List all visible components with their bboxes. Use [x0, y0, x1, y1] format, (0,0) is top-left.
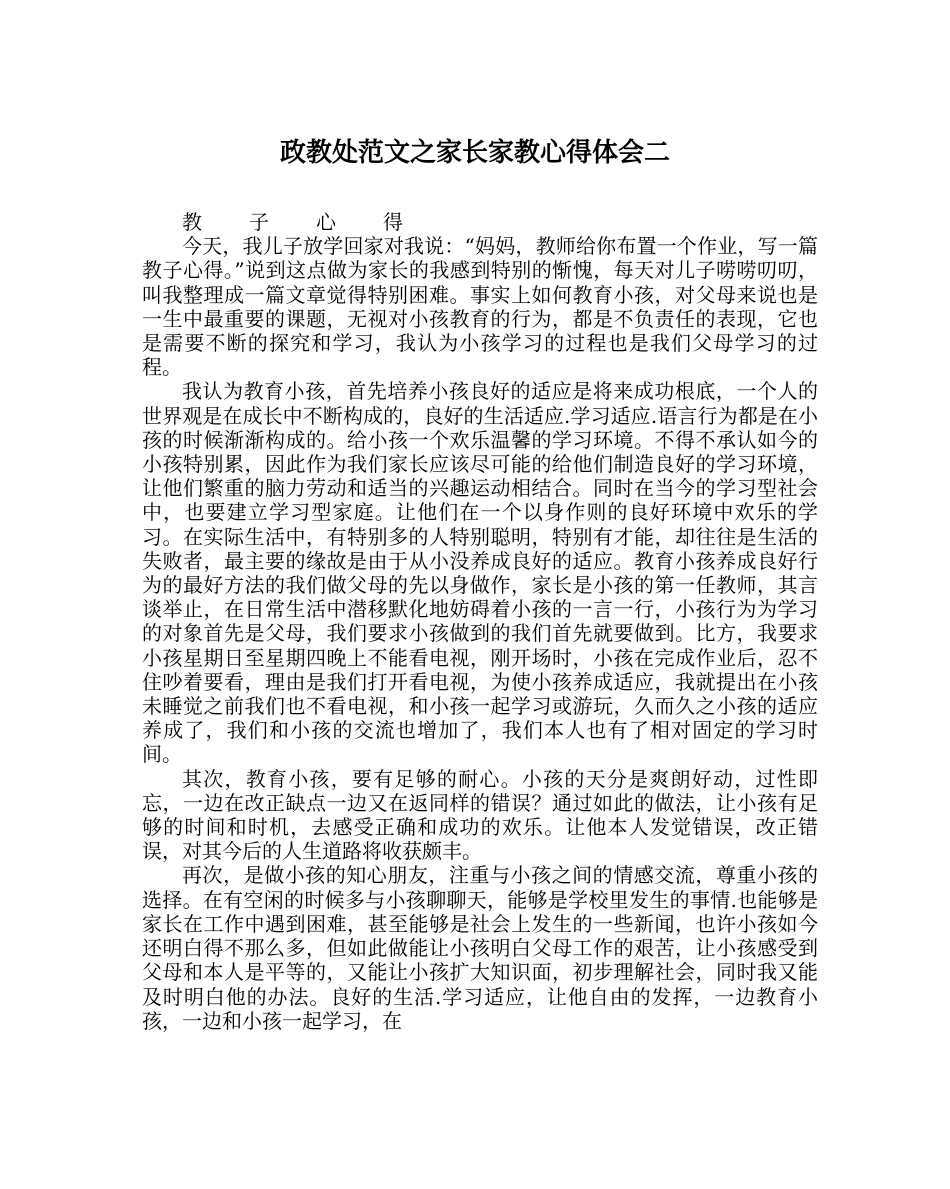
subheading-char: 得 — [383, 210, 403, 234]
paragraph: 其次，教育小孩，要有足够的耐心。小孩的天分是爽朗好动，过性即忘，一边在改正缺点一边又在返同样的错误？通过如此的做法，让小孩有足够的时间和时机，去感受正确和成功的欢乐。让他本人发觉错误，改正错误，对其今后的人生道路将收获颇丰。 — [142, 766, 818, 864]
subheading-char: 教 — [182, 210, 202, 234]
paragraph: 我认为教育小孩，首先培养小孩良好的适应是将来成功根底，一个人的世界观是在成长中不断构成的，良好的生活适应.学习适应.语言行为都是在小孩的时候渐渐构成的。给小孩一个欢乐温馨的学习环境。不得不承认如今的小孩特别累，因此作为我们家长应该尽可能的给他们制造良好的学习环境，让他们繁重的脑力劳动和适当的兴趣运动相结合。同时在当今的学习型社会中，也要建立学习型家庭。让他们在一个以身作则的良好环境中欢乐的学习。在实际生活中，有特别多的人特别聪明，特别有才能，却往往是生活的失败者，最主要的缘故是由于从小没养成良好的适应。教育小孩养成良好行为的最好方法的我们做父母的先以身做作，家长是小孩的第一任教师，其言谈举止，在日常生活中潜移默化地妨碍着小孩的一言一行，小孩行为为学习的对象首先是父母，我们要求小孩做到的我们首先就要做到。比方，我要求小孩星期日至星期四晚上不能看电视，刚开场时，小孩在完成作业后，忍不住吵着要看，理由是我们打开看电视，为使小孩养成适应，我就提出在小孩未睡觉之前我们也不看电视，和小孩一起学习或游玩，久而久之小孩的适应养成了，我们和小孩的交流也增加了，我们本人也有了相对固定的学习时间。 — [142, 379, 818, 767]
document-body — [142, 210, 818, 1033]
subheading — [142, 210, 818, 234]
paragraph: 再次，是做小孩的知心朋友，注重与小孩之间的情感交流，尊重小孩的选择。在有空闲的时候多与小孩聊聊天，能够是学校里发生的事情.也能够是家长在工作中遇到困难，甚至能够是社会上发生的一些新闻，也许小孩如今还明白得不那么多，但如此做能让小孩明白父母工作的艰苦，让小孩感受到父母和本人是平等的，又能让小孩扩大知识面，初步理解社会，同时我又能及时明白他的办法。良好的生活.学习适应，让他自由的发挥，一边教育小孩，一边和小孩一起学习，在 — [142, 863, 818, 1033]
subheading-char: 子 — [249, 210, 269, 234]
paragraph: 今天，我儿子放学回家对我说：“妈妈，教师给你布置一个作业，写一篇教子心得。”说到这点做为家长的我感到特别的惭愧，每天对儿子唠唠叨叨，叫我整理成一篇文章觉得特别困难。事实上如何教育小孩，对父母来说也是一生中最重要的课题，无视对小孩教育的行为，都是不负责任的表现，它也是需要不断的探究和学习，我认为小孩学习的过程也是我们父母学习的过程。 — [142, 234, 818, 380]
document-title: 政教处范文之家长家教心得体会二 — [279, 138, 670, 168]
subheading-char: 心 — [316, 210, 336, 234]
